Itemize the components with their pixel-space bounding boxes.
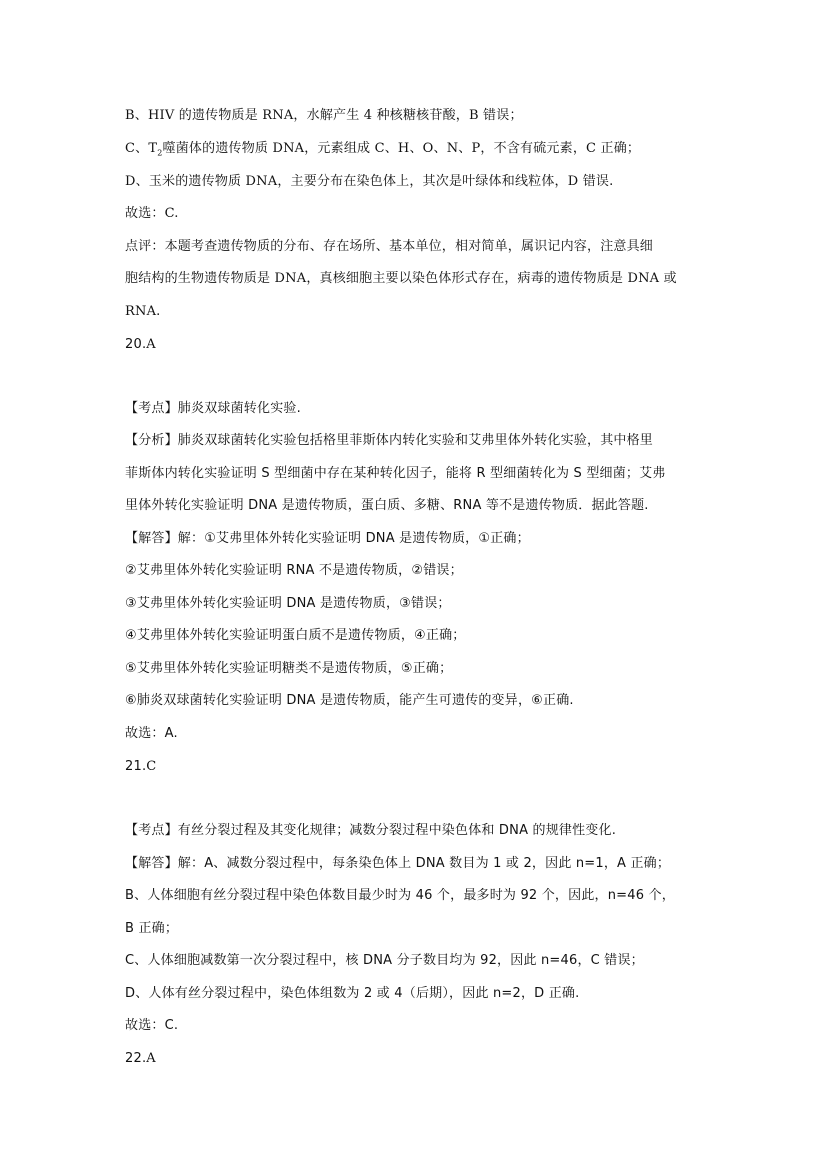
q21-jieda-line-1: 【解答】解：A、减数分裂过程中，每条染色体上 DNA 数目为 1 或 2，因此 n=1，A 正确；: [125, 856, 671, 871]
q21-jieda-line-3: B 正确；: [125, 921, 179, 936]
q20-jieda-line-4: ④艾弗里体外转化实验证明蛋白质不是遗传物质，④正确；: [125, 628, 466, 643]
q19-answer: 故选：C.: [125, 206, 179, 221]
q21-number: 21.: [125, 759, 147, 774]
q19-option-c: [125, 140, 715, 163]
q19-option-c-rest: 噬菌体的遗传物质 DNA，元素组成 C、H、O、N、P，不含有硫元素，C 正确；: [162, 141, 641, 156]
q20-fenxi-line-3: 里体外转化实验证明 DNA 是遗传物质，蛋白质、多糖、RNA 等不是遗传物质．据此答题.: [125, 498, 649, 513]
q19-comment-line-1: 点评：本题考查遗传物质的分布、存在场所、基本单位，相对简单，属识记内容，注意具细: [125, 239, 654, 254]
q22-heading: [125, 1050, 715, 1068]
q19-comment-line-2: 胞结构的生物遗传物质是 DNA，真核细胞主要以染色体形式存在，病毒的遗传物质是 DNA 或: [125, 271, 677, 286]
q19-option-c-prefix: C、T: [125, 141, 158, 156]
q19-option-b: B、HIV 的遗传物质是 RNA，水解产生 4 种核糖核苷酸，B 错误；: [125, 108, 523, 123]
q20-fenxi-line-2: 菲斯体内转化实验证明 S 型细菌中存在某种转化因子，能将 R 型细菌转化为 S 型细菌；艾弗: [125, 466, 666, 481]
q20-jieda-line-5: ⑤艾弗里体外转化实验证明糖类不是遗传物质，⑤正确；: [125, 661, 453, 676]
q20-number: 20.: [125, 337, 147, 352]
q20-heading: [125, 336, 715, 354]
q21-jieda-line-4: C、人体细胞减数第一次分裂过程中，核 DNA 分子数目均为 92，因此 n=46，C 错误；: [125, 953, 644, 968]
q20-answer: 故选：A.: [125, 726, 178, 741]
q22-answer-letter: A: [146, 1051, 156, 1066]
q21-heading: [125, 758, 715, 776]
q19-option-d: D、玉米的遗传物质 DNA，主要分布在染色体上，其次是叶绿体和线粒体，D 错误.: [125, 174, 614, 189]
q20-jieda-line-6: ⑥肺炎双球菌转化实验证明 DNA 是遗传物质，能产生可遗传的变异，⑥正确.: [125, 693, 574, 708]
q20-fenxi-line-1: 【分析】肺炎双球菌转化实验包括格里菲斯体内转化实验和艾弗里体外转化实验，其中格里: [125, 433, 654, 448]
q20-kaodian: 【考点】肺炎双球菌转化实验.: [125, 401, 301, 416]
q19-comment-line-3: RNA.: [125, 304, 161, 319]
q21-jieda-line-5: D、人体有丝分裂过程中，染色体组数为 2 或 4（后期），因此 n=2，D 正确.: [125, 986, 580, 1001]
q19-option-c-subscript: 2: [157, 148, 163, 158]
q20-jieda-line-1: 【解答】解：①艾弗里体外转化实验证明 DNA 是遗传物质，①正确；: [125, 531, 530, 546]
q21-jieda-line-2: B、人体细胞有丝分裂过程中染色体数目最少时为 46 个，最多时为 92 个，因此，n=46 个，: [125, 888, 675, 903]
q20-jieda-line-3: ③艾弗里体外转化实验证明 DNA 是遗传物质，③错误；: [125, 596, 451, 611]
q21-answer: 故选：C.: [125, 1018, 179, 1033]
q22-number: 22.: [125, 1051, 147, 1066]
q21-answer-letter: C: [146, 759, 157, 774]
q21-kaodian: 【考点】有丝分裂过程及其变化规律；减数分裂过程中染色体和 DNA 的规律性变化.: [125, 823, 617, 838]
q20-jieda-line-2: ②艾弗里体外转化实验证明 RNA 不是遗传物质，②错误；: [125, 563, 463, 578]
q20-answer-letter: A: [146, 337, 156, 352]
